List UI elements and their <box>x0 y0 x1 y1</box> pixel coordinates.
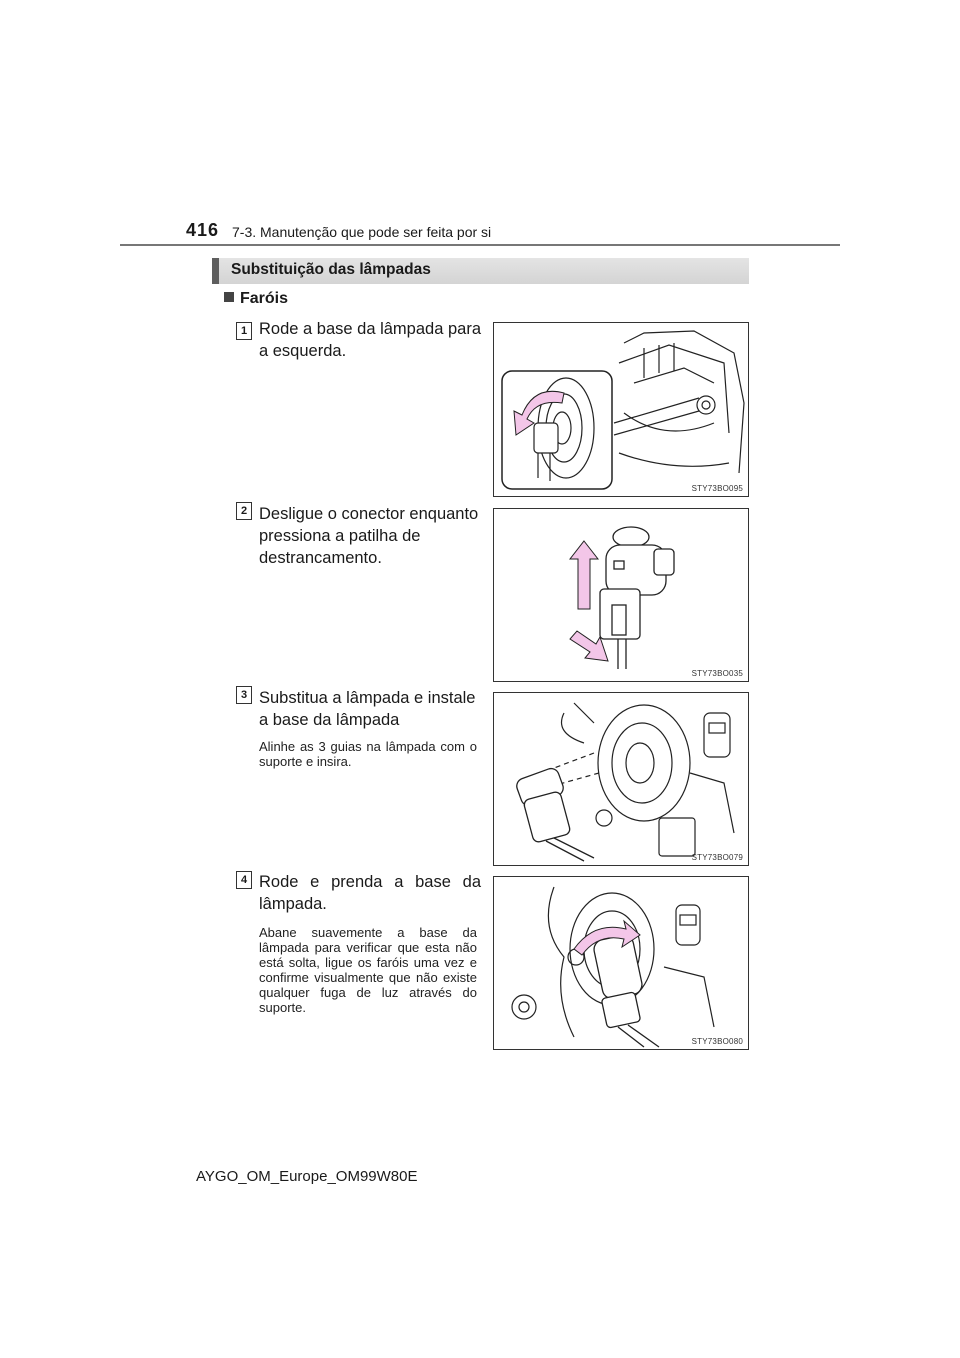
section-title: Substituição das lâmpadas <box>231 261 431 278</box>
header-rule <box>120 244 840 246</box>
headlamp-bulb-illustration <box>494 323 749 497</box>
figure-code: STY73BO080 <box>691 1037 743 1046</box>
pull-up-arrow-icon <box>570 541 598 609</box>
figure-step-2 <box>493 508 749 682</box>
step-badge: 4 <box>236 871 252 889</box>
figure-code: STY73BO079 <box>691 853 743 862</box>
bulb-install-illustration <box>494 693 749 866</box>
subheading <box>224 290 288 308</box>
figure-step-4 <box>493 876 749 1050</box>
step-title: Rode e prenda a base da lâmpada. <box>259 873 481 913</box>
bulb-secure-illustration <box>494 877 749 1050</box>
step-badge: 3 <box>236 686 252 704</box>
footer-document-id: AYGO_OM_Europe_OM99W80E <box>196 1168 418 1185</box>
chapter-title: 7-3. Manutenção que pode ser feita por si <box>232 224 492 240</box>
step-note: Alinhe as 3 guias na lâmpada com o suporte e insira. <box>259 739 477 769</box>
figure-code: STY73BO095 <box>691 484 743 493</box>
square-bullet-icon <box>224 292 234 302</box>
connector-release-illustration <box>494 509 749 682</box>
figure-step-3 <box>493 692 749 866</box>
step-title: Rode a base da lâmpada para a esquerda. <box>259 320 481 360</box>
section-bar <box>212 258 749 284</box>
step-note: Abane suavemente a base da lâmpada para verificar que esta não está solta, ligue os faróis uma vez e confirme visualmente que não existe qualquer fuga de luz através do suporte. <box>259 925 477 1015</box>
step-badge: 2 <box>236 502 252 520</box>
step-title: Substitua a lâmpada e instale a base da lâmpada <box>259 689 476 729</box>
subheading-text: Faróis <box>240 290 289 307</box>
step-badge: 1 <box>236 322 252 340</box>
step-title: Desligue o conector enquanto pressiona a patilha de destrancamento. <box>259 505 479 567</box>
figure-code: STY73BO035 <box>691 669 743 678</box>
figure-step-1 <box>493 322 749 497</box>
page-number: 416 <box>186 220 220 240</box>
